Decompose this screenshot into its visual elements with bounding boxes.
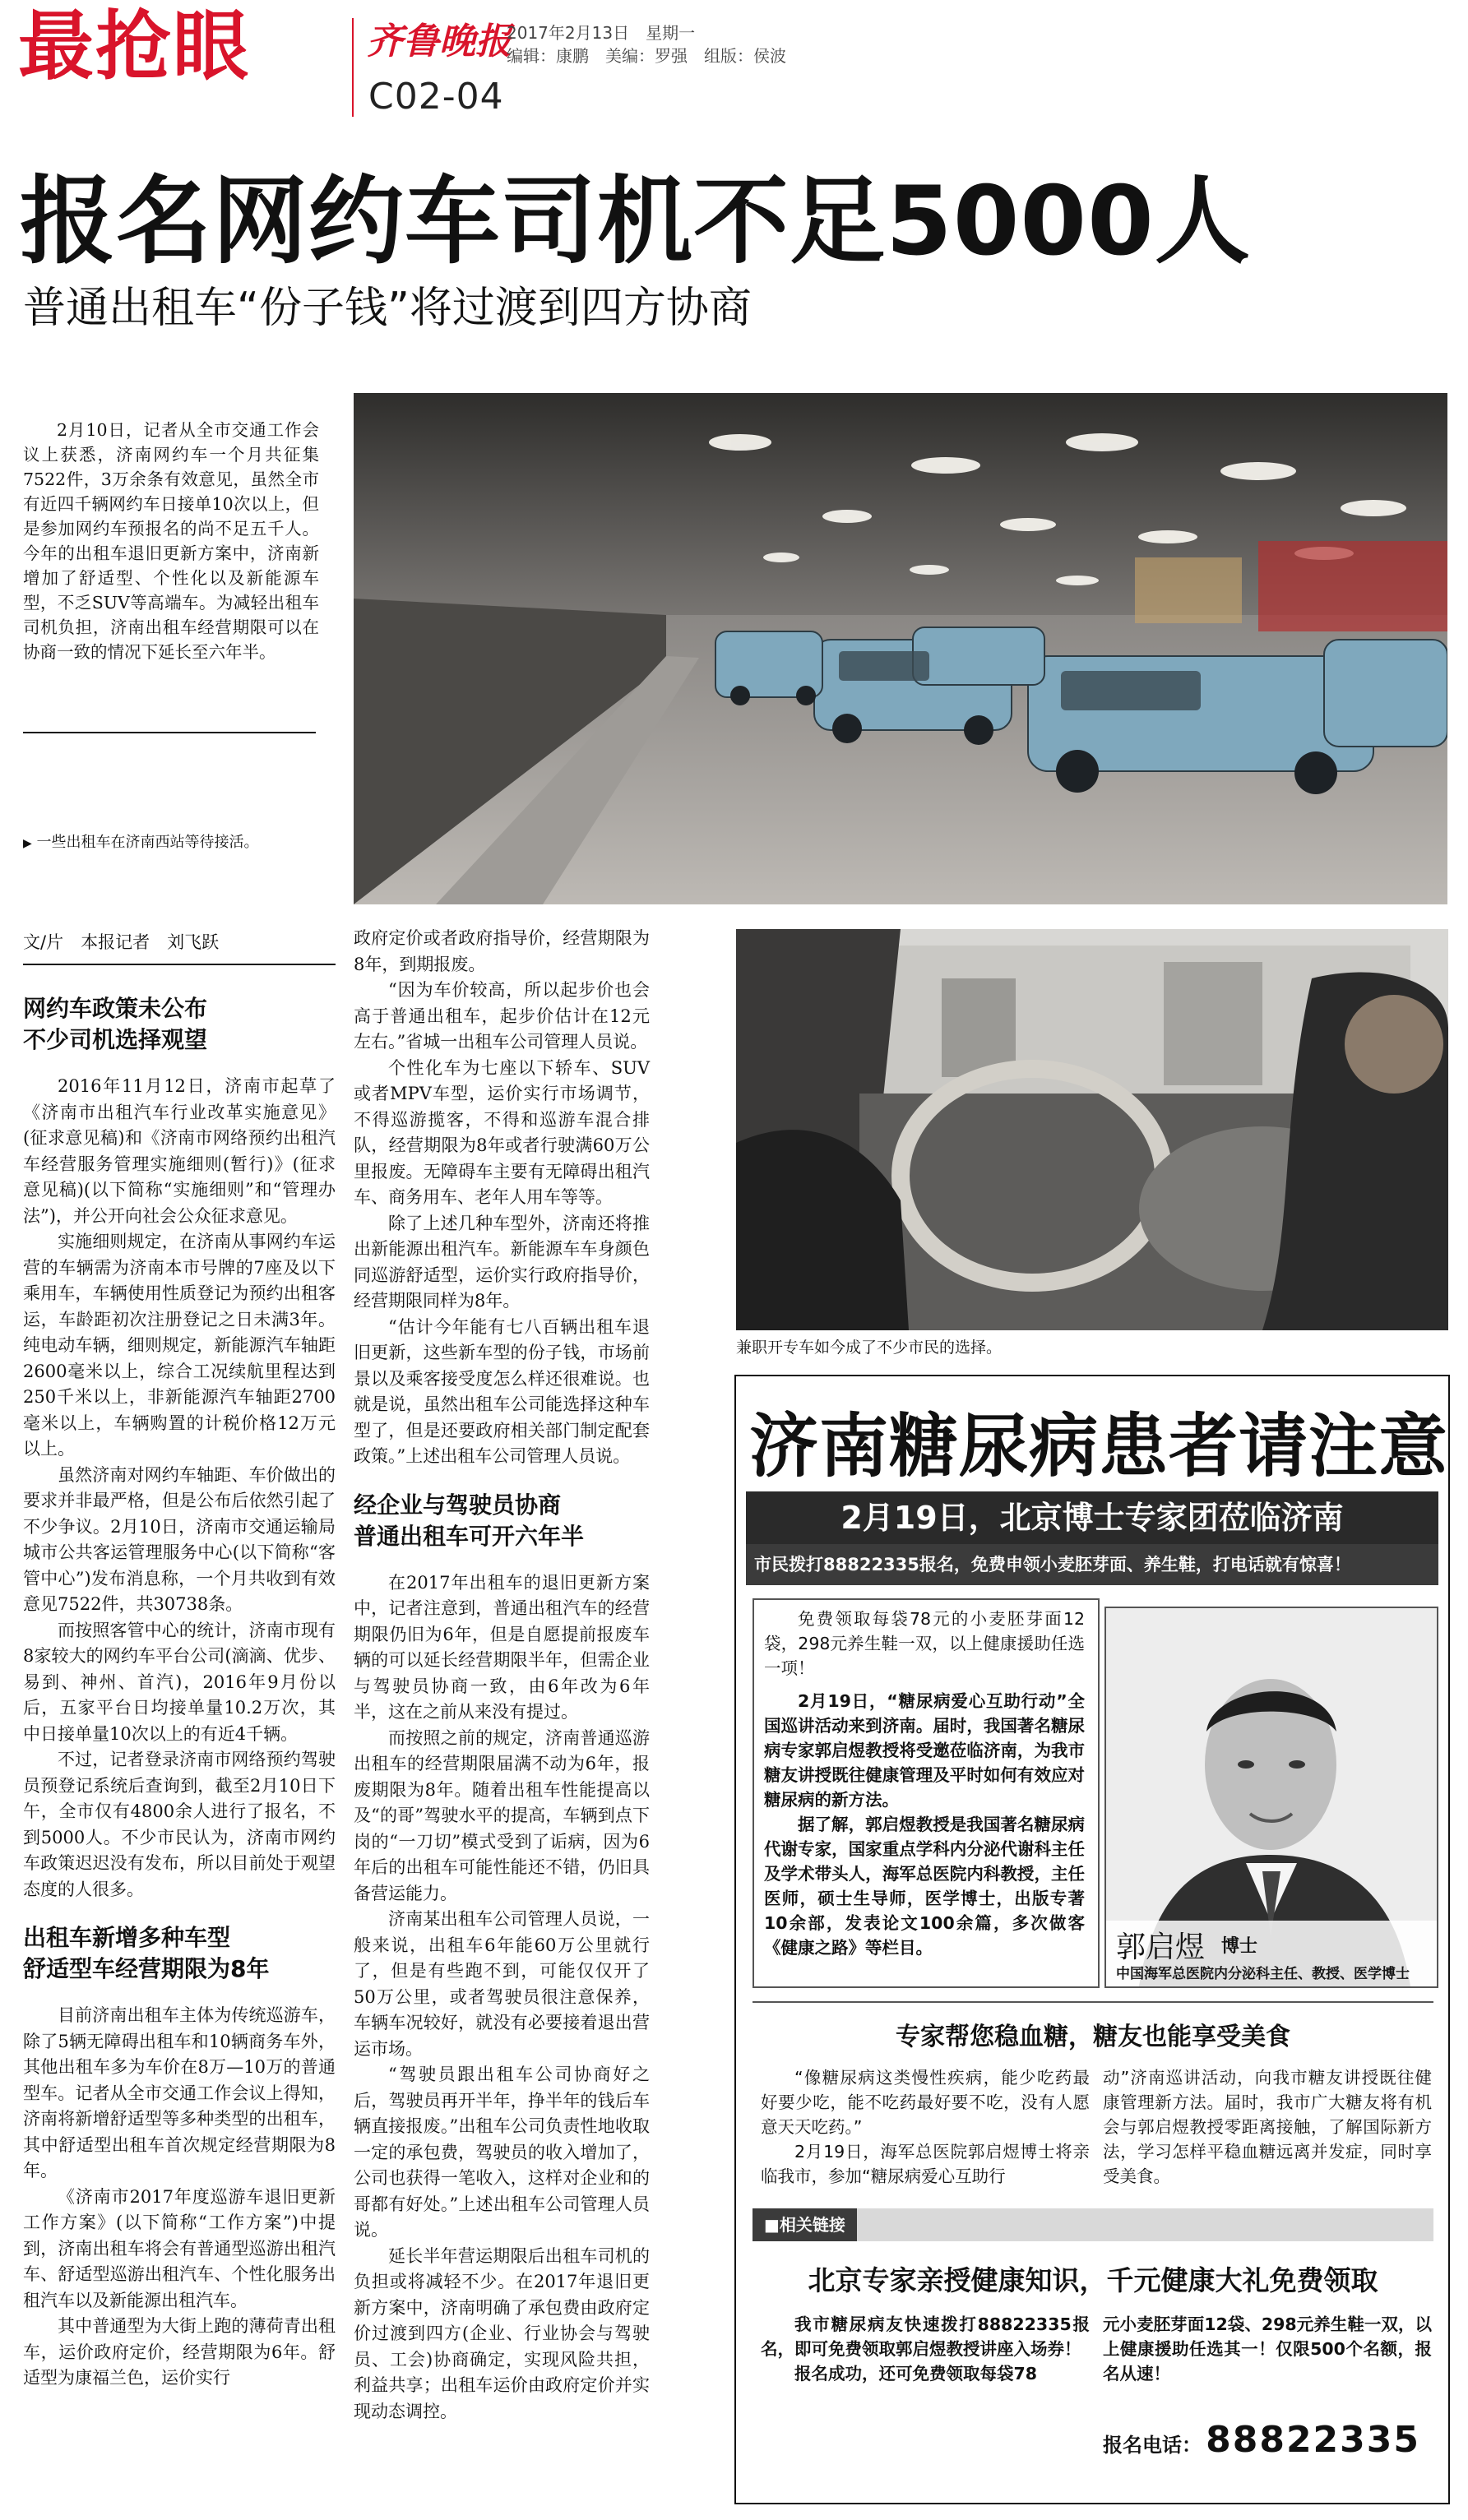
photo1-caption: ▶ 一些出租车在济南西站等待接活。 xyxy=(23,834,259,851)
ad-sub-title: 专家帮您稳血糖，糖友也能享受美食 xyxy=(896,2023,1290,2051)
section2-title-line2: 舒适型车经营期限为8年 xyxy=(23,1955,270,1982)
photo2-caption: 兼职开专车如今成了不少市民的选择。 xyxy=(736,1339,1003,1357)
driver-image xyxy=(736,929,1448,1330)
ad-offer-left: 我市糖尿病友快速拨打88822335报名，即可免费领取郭启煜教授讲座入场券！ 报名成功，还可免费领取每袋78 xyxy=(761,2314,1090,2384)
article-column-2: 政府定价或者政府指导价，经营期限为8年，到期报废。 “因为车价较高，所以起步价也会高于普通出租车，起步价估计在12元左右。”省城一出租车公司管理人员说。 个性化车为七座以下轿车、SUV或者MPV车型，运价实行市场调节，不得巡游揽客，不得和巡游车混合排队，经营期限为8年或者行驶满60万公里报废。无障碍车主要有无障碍出租汽车、商务用车、老年人用车等等。 除了上述几种车型外，济南还将推出新能源出租汽车。新能源车车身颜色同巡游舒适型，运价实行政府指导价，经营期限同样为8年。 “估计今年能有七八百辆出租车退旧更新，这些新车型的份子钱，市场前景以及乘客接受度怎么样还很难说。也就是说，虽然出租车公司能选择这种车型了，但是还要政府相关部门制定配套政策。”上述出租车公司管理人员说。 经企业与驾驶员协商 普通出租车可开六年半 在2017年出租车的退旧更新方案中，记者注意到，普通出租汽车的经营期限仍旧为6年，但是自愿提前报废车辆的可以延长经营期限半年，但需企业与驾驶员协商一致，由6年改为6年半，这在之前从来没有提过。 而按照之前的规定，济南普通巡游出租车的经营期限届满不动为6年，报废期限为8年。随着出租车性能提高以及“的哥”驾驶水平的提高，车辆到点下岗的“一刀切”模式受到了诟病，因为6年后的出租车可能性能还不错，仍旧具备营运能力。 济南某出租车公司管理人员说，一般来说，出租车6年能60万公里就行了，但是有些跑不到，可能仅仅开了50万公里，或者驾驶员很注意保养，车辆车况较好，就没有必要接着退出营运市场。 “驾驶员跟出租车公司协商好之后，驾驶员再开半年，挣半年的钱后车辆直接报废。”出租车公司负责性地收取一定的承包费，驾驶员的收入增加了，公司也获得一笔收入，这样对企业和的哥都有好处。”上述出租车公司管理人员说。 延长半年营运期限后出租车司机的负担或将减轻不少。在2017年退旧更新方案中，济南明确了承包费由政府定价过渡到四方(企业、行业协会与驾驶员、工会)协商确定，实现风险共担，利益共享；出租车运价由政府定价并实现动态调控。 xyxy=(354,928,650,2421)
section1-title-line1: 网约车政策未公布 xyxy=(23,995,208,1022)
section3-title-line2: 普通出租车可开六年半 xyxy=(354,1522,585,1550)
section1-title-line2: 不少司机选择观望 xyxy=(23,1026,208,1053)
header-divider xyxy=(352,18,354,117)
ad-offer-title: 北京专家亲授健康知识，千元健康大礼免费领取 xyxy=(808,2264,1378,2296)
phone-number: 88822335 xyxy=(1206,2419,1421,2461)
lead-rule xyxy=(23,732,316,733)
ad-body-left: “像糖尿病这类慢性疾病，能少吃药最好要少吃，能不吃药最好要不吃，没有人愿意天天吃药。” 2月19日，海军总医院郭启煜博士将亲临我市，参加“糖尿病爱心互助行 xyxy=(761,2068,1090,2186)
ad-call-line: 市民拨打88822335报名，免费申领小麦胚芽面、养生鞋，打电话就有惊喜！ xyxy=(746,1544,1438,1585)
ad-free-offer: 免费领取每袋78元的小麦胚芽面12袋，298元养生鞋一双，以上健康援助任选一项！ xyxy=(764,1609,1085,1678)
taxi-station-image xyxy=(354,393,1447,904)
ad-divider xyxy=(753,2001,1433,2003)
ad-phone xyxy=(1103,2419,1435,2461)
expert-portrait xyxy=(1104,1607,1438,1988)
related-link-bar xyxy=(753,2208,1433,2241)
expert-name: 郭启煜 xyxy=(1116,1930,1206,1964)
ad-body-right: 动”济南巡讲活动，向我市糖友讲授既往健康管理新方法。届时，我市广大糖友将有机会与郭启煜教授零距离接触，了解国际新方法，学习怎样平稳血糖远离并发症，同时享受美食。 xyxy=(1103,2068,1432,2186)
expert-title: 博士 xyxy=(1221,1936,1258,1957)
expert-description: 中国海军总医院内分泌科主任、教授、医学博士 xyxy=(1116,1966,1410,1982)
driver-photo xyxy=(736,929,1448,1330)
lead-paragraph: 2月10日，记者从全市交通工作会议上获悉，济南网约车一个月共征集7522件，3万余条有效意见，虽然全市有近四千辆网约车日接单10次以上，但是参加网约车预报名的尚不足五千人。今年的出租车退旧更新方案中，济南新增加了舒适型、个性化以及新能源车型，不乏SUV等高端车。为减轻出租车司机负担，济南出租车经营期限可以在协商一致的情况下延长至六年半。 xyxy=(23,420,319,662)
section2-title-line1: 出租车新增多种车型 xyxy=(23,1924,231,1951)
paper-logo: 齐鲁晚报 xyxy=(367,21,512,62)
header-staff: 编辑：康鹏 美编：罗强 组版：侯波 xyxy=(507,46,786,66)
header-date: 2017年2月13日 星期一 xyxy=(507,23,696,43)
ad-title: 济南糖尿病患者请注意 xyxy=(749,1406,1449,1487)
headline-title: 报名网约车司机不足5000人 xyxy=(20,166,1251,277)
headline-subtitle: 普通出租车“份子钱”将过渡到四方协商 xyxy=(23,284,752,333)
section3-title-line1: 经企业与驾驶员协商 xyxy=(354,1491,562,1519)
expert-name-plate xyxy=(1106,1921,1437,1986)
ad-banner: 2月19日，北京博士专家团莅临济南 xyxy=(746,1491,1438,1544)
byline-rule xyxy=(23,964,336,965)
page-number: C02-04 xyxy=(368,76,504,118)
section-name: 最抢眼 xyxy=(18,2,251,90)
triangle-marker-icon: ▶ xyxy=(23,837,32,850)
advertisement-box xyxy=(734,1375,1450,2504)
article-column-1: 网约车政策未公布 不少司机选择观望 2016年11月12日，济南市起草了《济南市出租汽车行业改革实施意见》(征求意见稿)和《济南市网络预约出租汽车经营服务管理实施细则(暂行)》(征求意见稿)(以下简称“实施细则”和“管理办法”)，并公开向社会公众征求意见。 实施细则规定，在济南从事网约车运营的车辆需为济南本市号牌的7座及以下乘用车，车辆使用性质登记为预约出租客运，车龄距初次注册登记之日未满3年。纯电动车辆，细则规定，新能源汽车轴距2600毫米以上，综合工况续航里程达到250千米以上，非新能源汽车轴距2700毫米以上，车辆购置的计税价格12万元以上。 虽然济南对网约车轴距、车价做出的要求并非最严格，但是公布后依然引起了不少争议。2月10日，济南市交通运输局城市公共客运管理服务中心(以下简称“客管中心”)发布消息称，一个月共收到有效意见7522件，共30738条。 而按照客管中心的统计，济南市现有8家较大的网约车平台公司(滴滴、优步、易到、神州、首汽)，2016年9月份以后，五家平台日均接单量10.2万次，其中日接单量10次以上的有近4千辆。 不过，记者登录济南市网络预约驾驶员预登记系统后查询到，截至2月10日下午，全市仅有4800余人进行了报名，不到5000人。不少市民认为，济南市网约车政策迟迟没有发布，所以目前处于观望态度的人很多。 出租车新增多种车型 舒适型车经营期限为8年 目前济南出租车主体为传统巡游车，除了5辆无障碍出租车和10辆商务车外，其他出租车多为车价在8万—10万的普通型车。记者从全市交通工作会议上得知，济南将新增舒适型等多种类型的出租车，其中舒适型出租车首次规定经营期限为8年。 《济南市2017年度巡游车退旧更新工作方案》(以下简称“工作方案”)中提到，济南出租车将会有普通型巡游出租汽车、舒适型巡游出租汽车、个性化服务出租汽车以及新能源出租汽车。 其中普通型为大街上跑的薄荷青出租车，运价政府定价，经营期限为6年。舒适型为康福兰色，运价实行 xyxy=(23,995,336,2388)
taxi-station-photo xyxy=(354,393,1447,904)
related-link-tag: ■相关链接 xyxy=(753,2208,857,2241)
byline: 文/片 本报记者 刘飞跃 xyxy=(23,932,220,952)
phone-label: 报名电话： xyxy=(1103,2434,1202,2457)
ad-offer-right: 元小麦胚芽面12袋、298元养生鞋一双，以上健康援助任选其一！仅限500个名额，报名从速！ xyxy=(1103,2314,1432,2384)
ad-body: 2月19日，“糖尿病爱心互助行动”全国巡讲活动来到济南。届时，我国著名糖尿病专家郭启煜教授将受邀莅临济南，为我市糖友讲授既往健康管理及平时如何有效应对糖尿病的新方法。 据了解，郭启煜教授是我国著名糖尿病代谢专家，国家重点学科内分泌代谢科主任及学术带头人，海军总医院内科教授，主任医师，硕士生导师，医学博士，出版专著10余部，发表论文100余篇，多次做客《健康之路》等栏目。 xyxy=(764,1691,1085,1958)
